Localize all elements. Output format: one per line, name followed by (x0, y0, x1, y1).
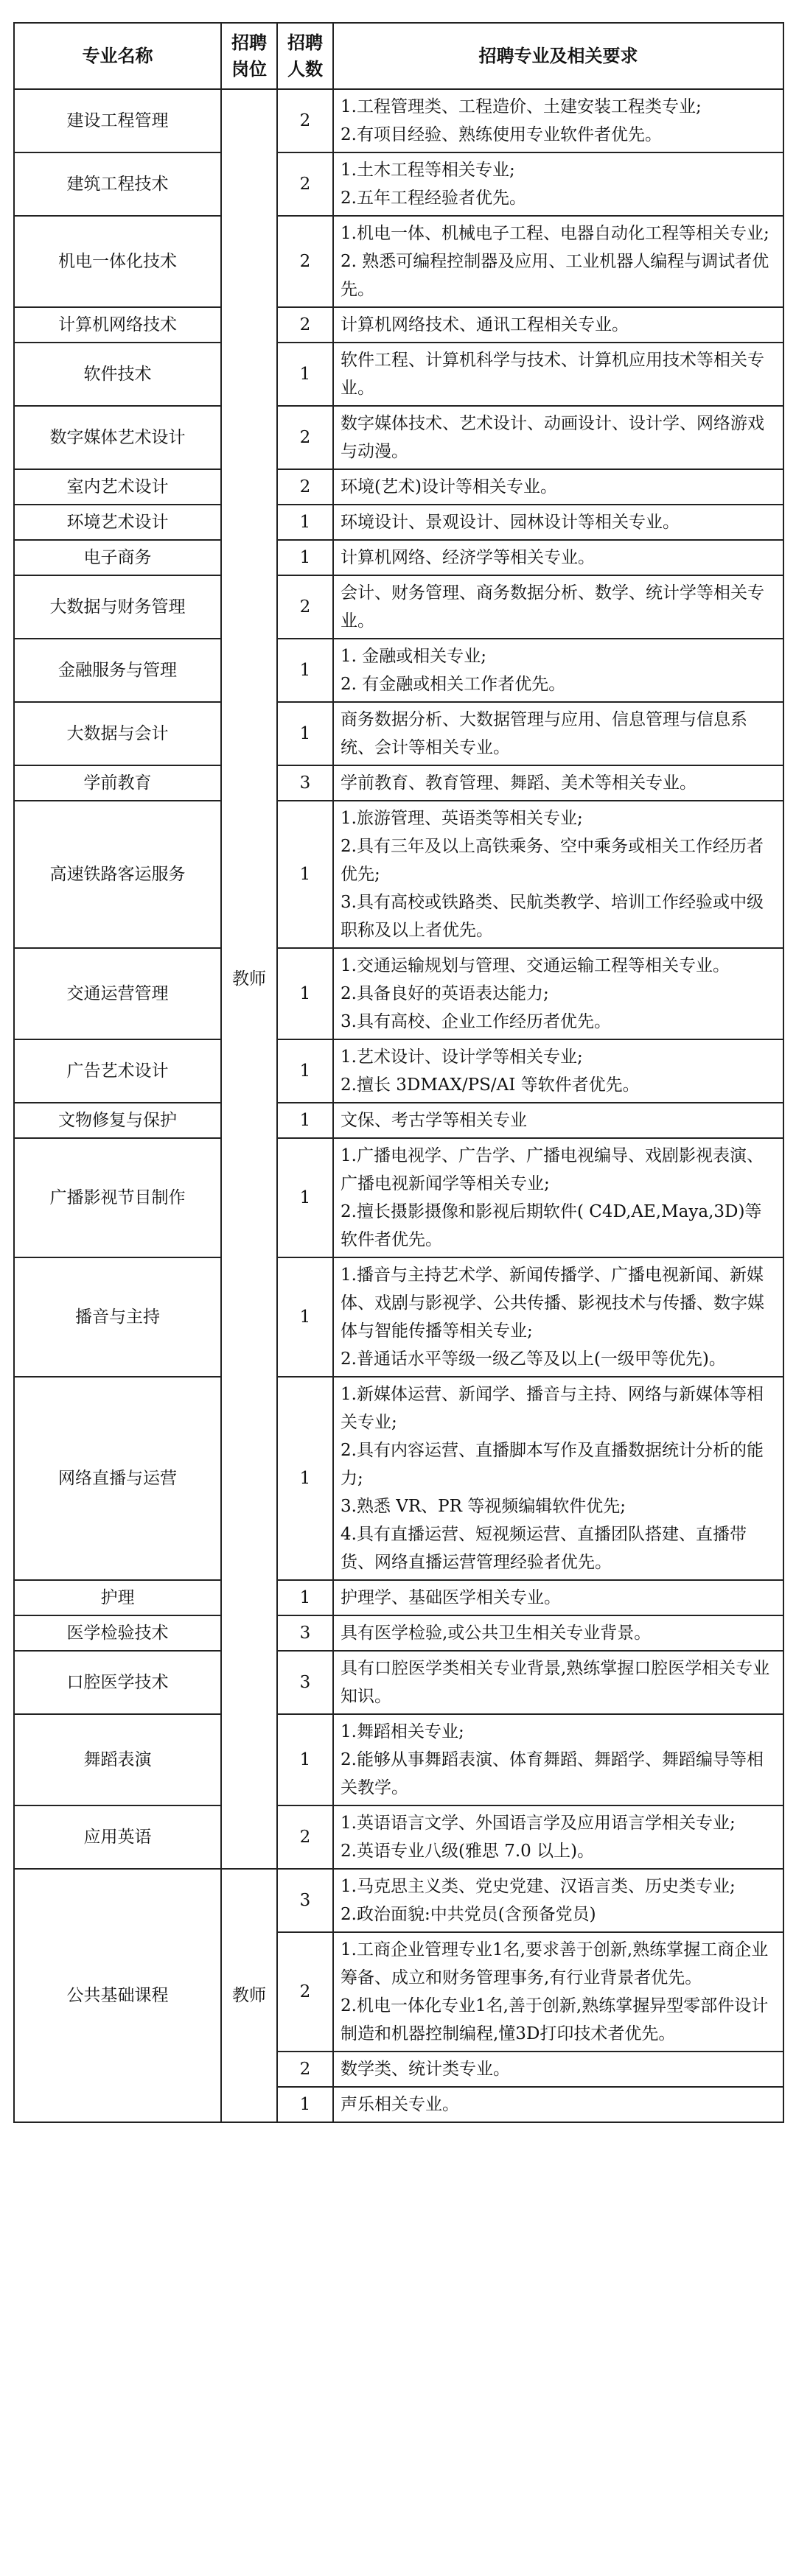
hire-count: 1 (277, 1377, 333, 1580)
requirement-line: 1.旅游管理、英语类等相关专业; (341, 809, 583, 828)
hire-count: 2 (277, 469, 333, 505)
hire-count: 1 (277, 1580, 333, 1615)
requirements-cell (333, 1138, 783, 1257)
hire-count: 2 (277, 406, 333, 469)
requirements-cell (333, 89, 783, 152)
major-name: 环境艺术设计 (14, 505, 221, 540)
table-row (14, 343, 783, 406)
requirements-cell (333, 343, 783, 406)
major-name: 机电一体化技术 (14, 216, 221, 307)
hire-count: 3 (277, 1615, 333, 1651)
requirements-cell (333, 2052, 783, 2087)
requirements-cell (333, 216, 783, 307)
requirements-cell (333, 1615, 783, 1651)
requirements-cell (333, 1651, 783, 1714)
requirements-cell (333, 540, 783, 575)
requirement-line: 2.英语专业八级(雅思 7.0 以上)。 (341, 1842, 595, 1861)
table-row (14, 469, 783, 505)
major-name: 广告艺术设计 (14, 1039, 221, 1103)
major-name: 大数据与财务管理 (14, 575, 221, 639)
hire-count: 3 (277, 1651, 333, 1714)
requirement-line: 1.土木工程等相关专业; (341, 161, 515, 180)
requirement-line: 数字媒体技术、艺术设计、动画设计、设计学、网络游戏与动漫。 (341, 414, 764, 461)
table-row (14, 948, 783, 1039)
major-name: 播音与主持 (14, 1257, 221, 1377)
table-row (14, 765, 783, 801)
requirement-line: 1.机电一体、机械电子工程、电器自动化工程等相关专业; (341, 224, 769, 243)
requirements-cell (333, 505, 783, 540)
requirement-line: 计算机网络、经济学等相关专业。 (341, 548, 595, 567)
requirement-line: 2.机电一体化专业1名,善于创新,熟练掌握异型零部件设计制造和机器控制编程,懂3D打印技术者优先。 (341, 1996, 769, 2043)
table-row (14, 307, 783, 343)
requirement-line: 1.新媒体运营、新闻学、播音与主持、网络与新媒体等相关专业; (341, 1385, 764, 1432)
requirements-cell (333, 1103, 783, 1138)
major-name: 数字媒体艺术设计 (14, 406, 221, 469)
recruitment-table (13, 22, 784, 2123)
hire-count: 1 (277, 948, 333, 1039)
major-name: 大数据与会计 (14, 702, 221, 765)
requirement-line: 环境设计、景观设计、园林设计等相关专业。 (341, 513, 680, 532)
table-row (14, 406, 783, 469)
requirement-line: 会计、财务管理、商务数据分析、数学、统计学等相关专业。 (341, 583, 764, 631)
table-row (14, 702, 783, 765)
hire-count: 2 (277, 307, 333, 343)
requirements-cell (333, 1932, 783, 2052)
major-name: 医学检验技术 (14, 1615, 221, 1651)
requirement-line: 商务数据分析、大数据管理与应用、信息管理与信息系统、会计等相关专业。 (341, 710, 747, 757)
requirement-line: 2.有项目经验、熟练使用专业软件者优先。 (341, 125, 662, 144)
requirement-line: 2.五年工程经验者优先。 (341, 189, 526, 208)
major-name: 建设工程管理 (14, 89, 221, 152)
hire-count: 1 (277, 540, 333, 575)
requirements-cell (333, 1377, 783, 1580)
table-row (14, 216, 783, 307)
hire-count: 1 (277, 1039, 333, 1103)
hire-count: 2 (277, 89, 333, 152)
header-row (14, 23, 783, 89)
requirements-cell (333, 765, 783, 801)
major-name: 室内艺术设计 (14, 469, 221, 505)
hire-count: 3 (277, 765, 333, 801)
requirement-line: 2. 有金融或相关工作者优先。 (341, 675, 566, 694)
hire-count: 1 (277, 1714, 333, 1805)
major-name: 高速铁路客运服务 (14, 801, 221, 948)
hire-count: 1 (277, 1138, 333, 1257)
requirement-line: 护理学、基础医学相关专业。 (341, 1588, 561, 1607)
table-row (14, 575, 783, 639)
requirement-line: 1.交通运输规划与管理、交通运输工程等相关专业。 (341, 956, 730, 975)
table-row (14, 1651, 783, 1714)
table-row (14, 89, 783, 152)
requirement-line: 2.政治面貌:中共党员(含预备党员) (341, 1905, 596, 1924)
hire-count: 1 (277, 505, 333, 540)
hire-count: 2 (277, 152, 333, 216)
requirement-line: 环境(艺术)设计等相关专业。 (341, 477, 557, 496)
requirements-cell (333, 639, 783, 702)
table-row (14, 1714, 783, 1805)
major-name: 广播影视节目制作 (14, 1138, 221, 1257)
table-row (14, 540, 783, 575)
requirements-cell (333, 575, 783, 639)
header-name: 专业名称 (14, 23, 221, 89)
table-row (14, 152, 783, 216)
major-name: 文物修复与保护 (14, 1103, 221, 1138)
requirement-line: 2.具有内容运营、直播脚本写作及直播数据统计分析的能力; (341, 1441, 764, 1488)
requirement-line: 1.工商企业管理专业1名,要求善于创新,熟练掌握工商企业筹备、成立和财务管理事务,有行业背景者优先。 (341, 1940, 769, 1987)
requirement-line: 1.舞蹈相关专业; (341, 1722, 464, 1741)
requirement-line: 声乐相关专业。 (341, 2095, 459, 2114)
table-row (14, 801, 783, 948)
hire-count: 1 (277, 343, 333, 406)
requirement-line: 1.马克思主义类、党史党建、汉语言类、历史类专业; (341, 1877, 736, 1896)
requirement-line: 2.擅长 3DMAX/PS/AI 等软件者优先。 (341, 1075, 640, 1095)
requirement-line: 3.具有高校或铁路类、民航类教学、培训工作经验或中级职称及以上者优先。 (341, 893, 764, 940)
table-row (14, 639, 783, 702)
major-name: 公共基础课程 (14, 1869, 221, 2122)
major-name: 应用英语 (14, 1805, 221, 1869)
requirement-line: 4.具有直播运营、短视频运营、直播团队搭建、直播带货、网络直播运营管理经验者优先。 (341, 1525, 747, 1572)
major-name: 学前教育 (14, 765, 221, 801)
table-row (14, 1580, 783, 1615)
requirements-cell (333, 469, 783, 505)
requirements-cell (333, 1805, 783, 1869)
table-row (14, 1138, 783, 1257)
requirements-cell (333, 307, 783, 343)
major-name: 网络直播与运营 (14, 1377, 221, 1580)
requirements-cell (333, 2087, 783, 2122)
major-name: 建筑工程技术 (14, 152, 221, 216)
requirement-line: 1.广播电视学、广告学、广播电视编导、戏剧影视表演、广播电视新闻学等相关专业; (341, 1146, 764, 1193)
requirements-cell (333, 1714, 783, 1805)
requirement-line: 1.工程管理类、工程造价、土建安装工程类专业; (341, 97, 702, 116)
major-name: 舞蹈表演 (14, 1714, 221, 1805)
requirement-line: 2.擅长摄影摄像和影视后期软件( C4D,AE,Maya,3D)等软件者优先。 (341, 1202, 762, 1249)
requirements-cell (333, 702, 783, 765)
major-name: 软件技术 (14, 343, 221, 406)
requirements-cell (333, 1039, 783, 1103)
position-cell: 教师 (221, 1869, 277, 2122)
requirement-line: 3.具有高校、企业工作经历者优先。 (341, 1012, 611, 1031)
table-row (14, 1039, 783, 1103)
hire-count: 1 (277, 2087, 333, 2122)
major-name: 计算机网络技术 (14, 307, 221, 343)
major-name: 电子商务 (14, 540, 221, 575)
hire-count: 1 (277, 1103, 333, 1138)
requirement-line: 3.熟悉 VR、PR 等视频编辑软件优先; (341, 1497, 626, 1516)
requirements-cell (333, 1869, 783, 1932)
requirement-line: 文保、考古学等相关专业 (341, 1111, 527, 1130)
requirements-cell (333, 1580, 783, 1615)
requirement-line: 2. 熟悉可编程控制器及应用、工业机器人编程与调试者优先。 (341, 252, 769, 299)
table-row (14, 1257, 783, 1377)
header-count: 招聘 人数 (277, 23, 333, 89)
header-requirements: 招聘专业及相关要求 (333, 23, 783, 89)
hire-count: 1 (277, 702, 333, 765)
major-name: 口腔医学技术 (14, 1651, 221, 1714)
requirement-line: 数学类、统计类专业。 (341, 2060, 510, 2079)
requirement-line: 具有医学检验,或公共卫生相关专业背景。 (341, 1624, 652, 1643)
major-name: 交通运营管理 (14, 948, 221, 1039)
requirements-cell (333, 948, 783, 1039)
hire-count: 3 (277, 1869, 333, 1932)
requirement-line: 学前教育、教育管理、舞蹈、美术等相关专业。 (341, 773, 696, 793)
hire-count: 2 (277, 1805, 333, 1869)
table-row (14, 1615, 783, 1651)
requirement-line: 具有口腔医学类相关专业背景,熟练掌握口腔医学相关专业知识。 (341, 1659, 770, 1706)
hire-count: 1 (277, 801, 333, 948)
hire-count: 2 (277, 216, 333, 307)
table-row (14, 505, 783, 540)
position-cell: 教师 (221, 89, 277, 1869)
hire-count: 2 (277, 1932, 333, 2052)
header-position: 招聘 岗位 (221, 23, 277, 89)
requirement-line: 1.英语语言文学、外国语言学及应用语言学相关专业; (341, 1814, 736, 1833)
requirement-line: 2.普通话水平等级一级乙等及以上(一级甲等优先)。 (341, 1350, 726, 1369)
requirements-cell (333, 406, 783, 469)
requirement-line: 1. 金融或相关专业; (341, 647, 487, 666)
requirements-cell (333, 1257, 783, 1377)
table-row (14, 1805, 783, 1869)
requirement-line: 2.具有三年及以上高铁乘务、空中乘务或相关工作经历者优先; (341, 837, 764, 884)
requirements-cell (333, 801, 783, 948)
requirement-line: 2.能够从事舞蹈表演、体育舞蹈、舞蹈学、舞蹈编导等相关教学。 (341, 1750, 764, 1797)
table-row (14, 1869, 783, 1932)
requirement-line: 计算机网络技术、通讯工程相关专业。 (341, 315, 629, 334)
requirements-cell (333, 152, 783, 216)
requirement-line: 1.艺术设计、设计学等相关专业; (341, 1047, 583, 1067)
table-row (14, 1377, 783, 1580)
requirement-line: 软件工程、计算机科学与技术、计算机应用技术等相关专业。 (341, 351, 764, 398)
requirement-line: 1.播音与主持艺术学、新闻传播学、广播电视新闻、新媒体、戏剧与影视学、公共传播、影视技术与传播、数字媒体与智能传播等相关专业; (341, 1266, 764, 1341)
requirement-line: 2.具备良好的英语表达能力; (341, 984, 549, 1003)
hire-count: 2 (277, 575, 333, 639)
table-row (14, 1103, 783, 1138)
hire-count: 1 (277, 639, 333, 702)
hire-count: 2 (277, 2052, 333, 2087)
hire-count: 1 (277, 1257, 333, 1377)
major-name: 护理 (14, 1580, 221, 1615)
major-name: 金融服务与管理 (14, 639, 221, 702)
